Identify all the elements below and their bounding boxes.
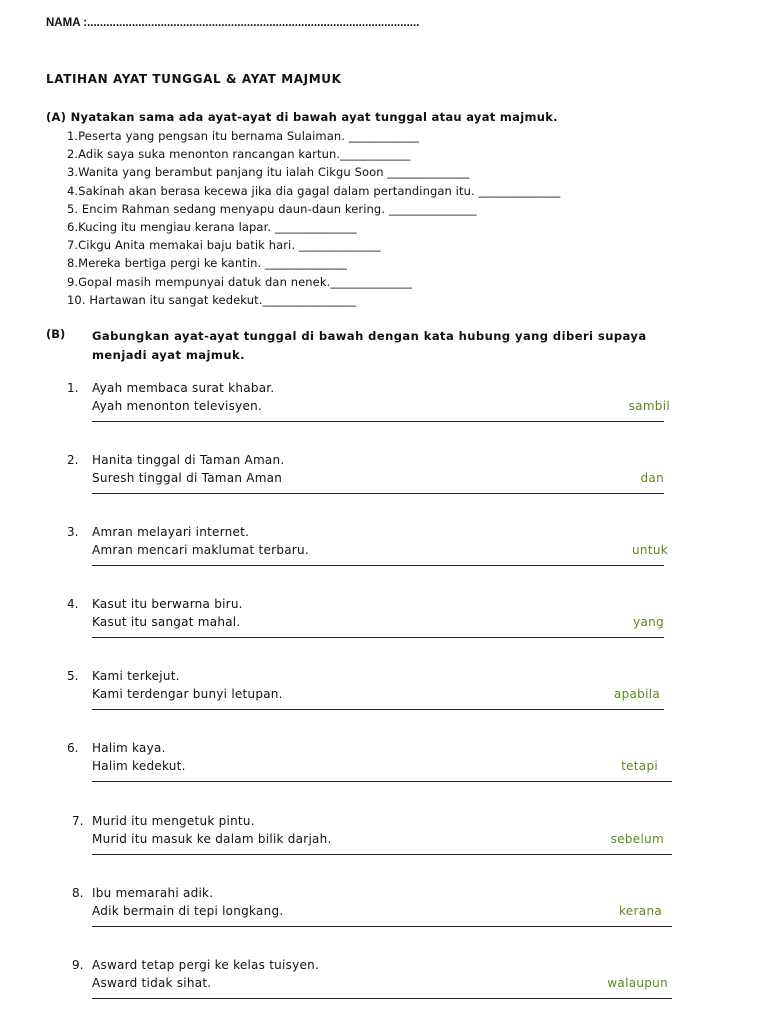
section-a-instruction: (A) Nyatakan sama ada ayat-ayat di bawah ayat tunggal atau ayat majmuk.	[46, 110, 558, 124]
sentence-one: Hanita tinggal di Taman Aman.	[92, 453, 285, 467]
exercise-item	[0, 597, 768, 657]
exercise-item	[0, 525, 768, 585]
item-number: 6.	[67, 741, 79, 755]
sentence-one: Kasut itu berwarna biru.	[92, 597, 243, 611]
list-item: 9.Gopal masih mempunyai datuk dan nenek.______________	[67, 274, 413, 289]
sentence-two: Suresh tinggal di Taman Aman	[92, 471, 283, 485]
item-number: 5.	[67, 669, 79, 683]
sentence-one: Ibu memarahi adik.	[92, 886, 214, 900]
item-number: 9.	[72, 958, 84, 972]
item-number: 4.	[67, 597, 79, 611]
exercise-item	[0, 669, 768, 729]
sentence-two: Kami terdengar bunyi letupan.	[92, 687, 283, 701]
answer-line[interactable]	[92, 926, 672, 927]
list-item: 10. Hartawan itu sangat kedekut.________________	[67, 292, 357, 307]
conjunction-word: yang	[633, 615, 664, 629]
item-number: 8.	[72, 886, 84, 900]
conjunction-word: sambil	[628, 399, 670, 413]
section-b-instruction: Gabungkan ayat-ayat tunggal di bawah dengan kata hubung yang diberi supaya menjadi ayat majmuk.	[92, 329, 647, 362]
conjunction-word: untuk	[632, 543, 668, 557]
worksheet-title: LATIHAN AYAT TUNGGAL & AYAT MAJMUK	[46, 72, 342, 86]
sentence-two: Halim kedekut.	[92, 759, 186, 773]
item-number: 1.	[67, 381, 79, 395]
answer-line[interactable]	[92, 637, 664, 638]
list-item: 6.Kucing itu mengiau kerana lapar. ______________	[67, 219, 357, 234]
list-item: 5. Encim Rahman sedang menyapu daun-daun kering. _______________	[67, 201, 477, 216]
answer-line[interactable]	[92, 565, 664, 566]
name-field-label: NAMA :........................................................................................................	[46, 17, 420, 29]
list-item: 1.Peserta yang pengsan itu bernama Sulaiman. ____________	[67, 129, 419, 143]
list-item: 7.Cikgu Anita memakai baju batik hari. ______________	[67, 238, 381, 253]
sentence-two: Kasut itu sangat mahal.	[92, 615, 241, 629]
conjunction-word: apabila	[613, 687, 660, 701]
sentence-one: Halim kaya.	[92, 741, 166, 755]
answer-line[interactable]	[92, 781, 672, 782]
exercise-item	[0, 814, 768, 874]
sentence-two: Asward tidak sihat.	[92, 976, 212, 990]
list-item: 8.Mereka bertiga pergi ke kantin. ______________	[67, 256, 347, 271]
conjunction-word: kerana	[619, 904, 662, 918]
sentence-two: Ayah menonton televisyen.	[92, 399, 263, 413]
sentence-one: Kami terkejut.	[92, 669, 180, 683]
exercise-item	[0, 741, 768, 801]
exercise-item	[0, 381, 768, 441]
list-item: 3.Wanita yang berambut panjang itu ialah Cikgu Soon ______________	[67, 165, 470, 180]
sentence-one: Asward tetap pergi ke kelas tuisyen.	[92, 958, 320, 972]
exercise-item	[0, 453, 768, 513]
answer-line[interactable]	[92, 998, 672, 999]
answer-line[interactable]	[92, 493, 664, 494]
sentence-two: Adik bermain di tepi longkang.	[92, 904, 284, 918]
sentence-one: Murid itu mengetuk pintu.	[92, 814, 255, 828]
conjunction-word: dan	[640, 471, 664, 485]
item-number: 7.	[72, 814, 84, 828]
conjunction-word: walaupun	[607, 976, 668, 990]
item-number: 2.	[67, 453, 79, 467]
exercise-item	[0, 886, 768, 946]
sentence-one: Amran melayari internet.	[92, 525, 250, 539]
sentence-two: Amran mencari maklumat terbaru.	[92, 543, 309, 557]
conjunction-word: sebelum	[610, 832, 664, 846]
answer-line[interactable]	[92, 421, 664, 422]
list-item: 2.Adik saya suka menonton rancangan kartun.____________	[67, 147, 411, 162]
section-a-list	[67, 127, 560, 309]
section-b-label: (B)	[46, 327, 66, 341]
item-number: 3.	[67, 525, 79, 539]
answer-line[interactable]	[92, 709, 664, 710]
answer-line[interactable]	[92, 854, 672, 855]
sentence-one: Ayah membaca surat khabar.	[92, 381, 275, 395]
sentence-two: Murid itu masuk ke dalam bilik darjah.	[92, 832, 332, 846]
exercise-item	[0, 958, 768, 1018]
list-item: 4.Sakinah akan berasa kecewa jika dia gagal dalam pertandingan itu. ______________	[67, 183, 561, 198]
conjunction-word: tetapi	[621, 759, 658, 773]
